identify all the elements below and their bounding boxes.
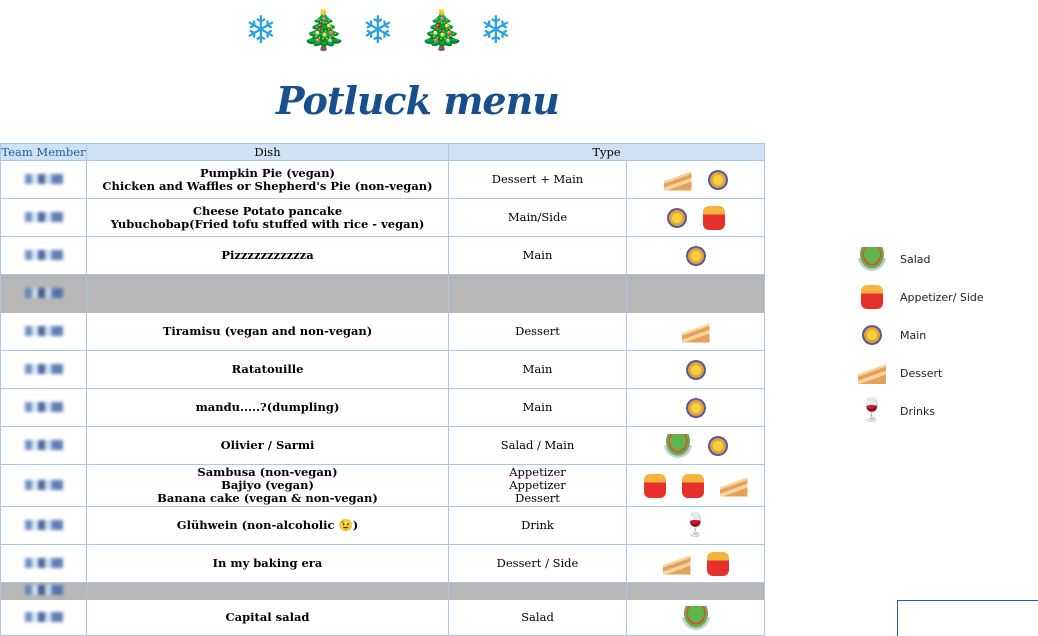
- type-cell[interactable]: [449, 199, 627, 237]
- type-icons-cell[interactable]: [627, 600, 765, 636]
- type-icons-cell[interactable]: [627, 199, 765, 237]
- team-member-cell[interactable]: [1, 427, 87, 465]
- redacted-name: [25, 612, 63, 622]
- type-cell[interactable]: [449, 389, 627, 427]
- dish-line: Olivier / Sarmi: [220, 438, 315, 452]
- potluck-table: [0, 143, 765, 636]
- main-dish-icon: [686, 246, 706, 266]
- type-line: Main: [522, 400, 553, 414]
- dish-line: Banana cake (vegan & non-vegan): [157, 491, 378, 505]
- table-row: [1, 199, 765, 237]
- dish-line: Yubuchobap(Fried tofu stuffed with rice - vegan): [110, 216, 425, 231]
- team-member-cell[interactable]: [1, 199, 87, 237]
- table-row: [1, 237, 765, 275]
- type-cell[interactable]: [449, 351, 627, 389]
- type-cell[interactable]: [449, 237, 627, 275]
- fries-icon: [861, 285, 883, 309]
- legend-label: Appetizer/ Side: [900, 290, 984, 304]
- type-line: Salad: [521, 610, 554, 624]
- type-cell[interactable]: [449, 465, 627, 507]
- fries-icon: [644, 474, 666, 498]
- type-line: Dessert: [515, 491, 560, 505]
- fries-icon: [707, 552, 729, 576]
- cake-icon: [682, 321, 710, 343]
- team-member-cell[interactable]: [1, 161, 87, 199]
- redacted-name: [25, 585, 63, 595]
- table-row: [1, 600, 765, 636]
- type-icons-cell[interactable]: [627, 545, 765, 583]
- legend-item: [856, 392, 1036, 430]
- redacted-name: [25, 402, 63, 412]
- dish-cell[interactable]: [87, 583, 449, 600]
- legend-item: [856, 316, 1036, 354]
- legend-item: [856, 278, 1036, 316]
- salad-icon: [664, 434, 692, 458]
- type-icons-cell[interactable]: [627, 275, 765, 313]
- table-row: [1, 465, 765, 507]
- type-cell[interactable]: [449, 600, 627, 636]
- type-icons-cell[interactable]: [627, 161, 765, 199]
- main-dish-icon: [708, 170, 728, 190]
- type-cell[interactable]: [449, 583, 627, 600]
- type-cell[interactable]: [449, 275, 627, 313]
- main-dish-icon: [686, 360, 706, 380]
- cake-icon: [858, 362, 886, 384]
- legend-label: Dessert: [900, 366, 943, 380]
- redacted-name: [25, 558, 63, 568]
- dish-cell[interactable]: [87, 161, 449, 199]
- table-row: [1, 583, 765, 600]
- redacted-name: [25, 212, 63, 222]
- team-member-cell[interactable]: [1, 600, 87, 636]
- table-row: [1, 507, 765, 545]
- redacted-name: [25, 364, 63, 374]
- decoration-row: [240, 2, 530, 62]
- legend-item: [856, 354, 1036, 392]
- christmas-tree-icon: 🎄: [418, 8, 466, 52]
- type-line: Main/Side: [507, 210, 568, 224]
- type-line: Salad / Main: [500, 438, 575, 452]
- wine-glass-icon: 🍷: [858, 398, 886, 423]
- header-team-member[interactable]: Team Member: [1, 145, 86, 159]
- header-dish[interactable]: Dish: [87, 144, 449, 161]
- team-member-cell[interactable]: [1, 313, 87, 351]
- dish-cell[interactable]: [87, 545, 449, 583]
- team-member-cell[interactable]: [1, 583, 87, 600]
- table-row: [1, 427, 765, 465]
- main-dish-icon: [686, 398, 706, 418]
- type-cell[interactable]: [449, 427, 627, 465]
- team-member-cell[interactable]: [1, 389, 87, 427]
- type-legend: [856, 240, 1036, 430]
- redacted-name: [25, 250, 63, 260]
- table-row: [1, 389, 765, 427]
- dish-cell[interactable]: [87, 465, 449, 507]
- snowflake-icon: ❄: [480, 8, 512, 52]
- table-row: [1, 313, 765, 351]
- type-line: Dessert / Side: [496, 556, 579, 570]
- type-line: Appetizer: [509, 478, 566, 492]
- dish-line: Bajiyo (vegan): [221, 478, 314, 492]
- main-dish-icon: [667, 208, 687, 228]
- redacted-name: [25, 288, 63, 298]
- table-row: [1, 351, 765, 389]
- dish-cell[interactable]: [87, 313, 449, 351]
- main-dish-icon: [862, 325, 882, 345]
- salad-icon: [858, 247, 886, 271]
- type-cell[interactable]: [449, 161, 627, 199]
- type-icons-cell[interactable]: [627, 313, 765, 351]
- type-icons-cell[interactable]: [627, 389, 765, 427]
- legend-label: Main: [900, 328, 927, 342]
- type-icons-cell[interactable]: [627, 427, 765, 465]
- dish-line: Ratatouille: [231, 362, 304, 376]
- dish-cell[interactable]: [87, 275, 449, 313]
- dish-line: Chicken and Waffles or Shepherd's Pie (non-vegan): [102, 178, 433, 193]
- salad-icon: [682, 606, 710, 630]
- type-icons-cell[interactable]: [627, 507, 765, 545]
- dish-line: Sambusa (non-vegan): [197, 465, 338, 479]
- dish-line: mandu.....?(dumpling): [195, 400, 340, 414]
- type-icons-cell[interactable]: [627, 237, 765, 275]
- redacted-name: [25, 174, 63, 184]
- header-row: [1, 144, 765, 161]
- team-member-cell[interactable]: [1, 507, 87, 545]
- dish-cell[interactable]: [87, 389, 449, 427]
- dish-line: Tiramisu (vegan and non-vegan): [162, 324, 373, 338]
- table-row: [1, 161, 765, 199]
- dish-cell[interactable]: [87, 351, 449, 389]
- redacted-name: [25, 440, 63, 450]
- type-icons-cell[interactable]: [627, 465, 765, 507]
- cake-icon: [664, 169, 692, 191]
- team-member-cell[interactable]: [1, 351, 87, 389]
- legend-item: [856, 240, 1036, 278]
- wine-glass-icon: 🍷: [681, 512, 710, 538]
- fries-icon: [703, 206, 725, 230]
- type-line: Main: [522, 248, 553, 262]
- redacted-name: [25, 520, 63, 530]
- dish-line: Capital salad: [225, 610, 310, 624]
- dish-cell[interactable]: [87, 507, 449, 545]
- dish-line: Pumpkin Pie (vegan): [200, 165, 335, 180]
- team-member-cell[interactable]: [1, 545, 87, 583]
- dish-line: In my baking era: [212, 556, 323, 570]
- type-icons-cell[interactable]: [627, 351, 765, 389]
- dish-cell[interactable]: [87, 199, 449, 237]
- type-cell[interactable]: [449, 507, 627, 545]
- cake-icon: [720, 475, 748, 497]
- type-cell[interactable]: [449, 313, 627, 351]
- table-row: [1, 275, 765, 313]
- type-icons-cell[interactable]: [627, 583, 765, 600]
- team-member-cell[interactable]: [1, 275, 87, 313]
- header-type[interactable]: Type: [449, 144, 765, 161]
- table-row: [1, 545, 765, 583]
- cake-icon: [663, 553, 691, 575]
- snowflake-icon: ❄: [245, 8, 277, 52]
- type-line: Main: [522, 362, 553, 376]
- legend-label: Salad: [900, 252, 931, 266]
- type-line: Dessert + Main: [491, 172, 584, 186]
- type-line: Appetizer: [509, 465, 566, 479]
- team-member-cell[interactable]: [1, 237, 87, 275]
- redacted-name: [25, 480, 63, 490]
- dish-line: Glühwein (non-alcoholic 😉): [176, 518, 359, 532]
- main-dish-icon: [708, 436, 728, 456]
- redacted-name: [25, 326, 63, 336]
- type-cell[interactable]: [449, 545, 627, 583]
- team-member-cell[interactable]: [1, 465, 87, 507]
- dish-cell[interactable]: [87, 600, 449, 636]
- type-line: Dessert: [515, 324, 560, 338]
- page-title: Potluck menu: [276, 78, 559, 123]
- selected-cell-outline[interactable]: [897, 600, 1038, 636]
- snowflake-icon: ❄: [362, 8, 394, 52]
- type-line: Drink: [521, 518, 554, 532]
- legend-label: Drinks: [900, 404, 936, 418]
- dish-line: Pizzzzzzzzzzza: [221, 248, 314, 262]
- dish-cell[interactable]: [87, 237, 449, 275]
- dish-line: Cheese Potato pancake: [192, 203, 343, 218]
- christmas-tree-icon: 🎄: [300, 8, 348, 52]
- fries-icon: [682, 474, 704, 498]
- dish-cell[interactable]: [87, 427, 449, 465]
